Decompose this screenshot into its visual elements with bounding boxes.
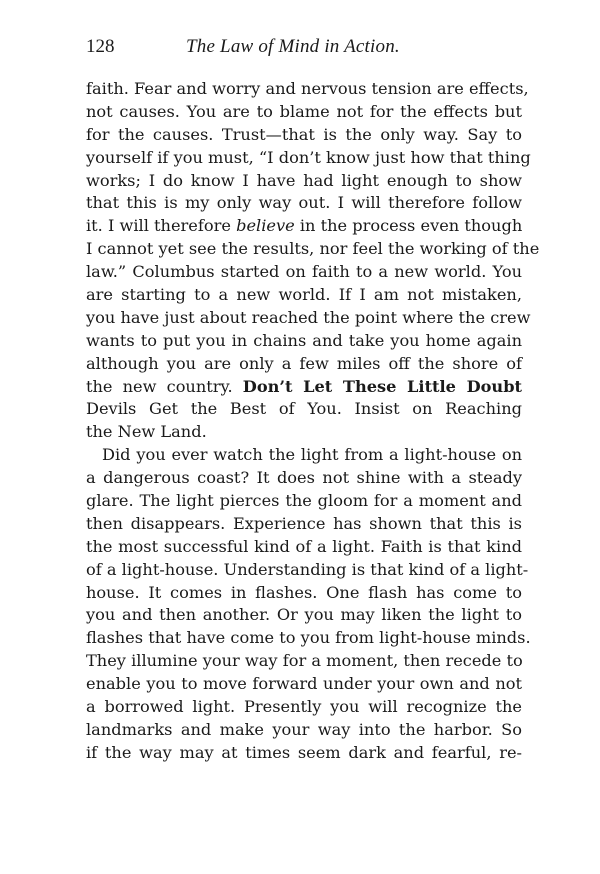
paragraph (86, 78, 540, 444)
text-line: of a light-house. Understanding is that kind of a light- (86, 559, 529, 579)
text-line: that this is my only way out. I will therefore follow (86, 193, 522, 213)
text-line: works; I do know I have had light enough to show (86, 170, 522, 190)
text-line: They illumine your way for a moment, then recede to (86, 651, 523, 671)
body-text (86, 78, 540, 765)
bold-phrase: Don’t Let These Little Doubt (242, 376, 522, 396)
bold-text-line: the New Land. (86, 422, 207, 442)
text-line: yourself if you must, “I don’t know just how that thing (86, 147, 531, 167)
text-line: are starting to a new world. If I am not mistaken, (86, 285, 522, 305)
text-run: it. I will therefore (86, 216, 237, 236)
text-line: you have just about reached the point where the crew (86, 307, 531, 327)
text-line: you and then another. Or you may liken the light to (86, 605, 522, 625)
text-line: if the way may at times seem dark and fearful, re- (86, 742, 522, 762)
text-line (86, 215, 522, 238)
text-line: I cannot yet see the results, nor feel the working of the (86, 239, 540, 259)
text-line: faith. Fear and worry and nervous tension are effects, (86, 79, 529, 98)
text-line: flashes that have come to you from light-house minds. (86, 628, 531, 648)
text-run: the new country. (86, 376, 243, 396)
text-line: glare. The light pierces the gloom for a moment and (86, 491, 522, 511)
text-line: landmarks and make your way into the harbor. So (86, 719, 522, 739)
bold-text-line: Devils Get the Best of You. Insist on Reaching (86, 399, 522, 419)
paragraph (86, 444, 531, 764)
text-line (86, 376, 522, 399)
text-line: not causes. You are to blame not for the effects but (86, 101, 522, 121)
text-line: a borrowed light. Presently you will recognize the (86, 697, 522, 717)
text-line: Did you ever watch the light from a light-house on (102, 445, 522, 465)
text-line: the most successful kind of a light. Faith is that kind (86, 536, 522, 556)
running-title: The Law of Mind in Action. (186, 36, 400, 57)
text-line: a dangerous coast? It does not shine with a steady (86, 468, 522, 488)
page-number: 128 (86, 36, 115, 57)
text-line: wants to put you in chains and take you home again (86, 330, 522, 350)
page-header (86, 36, 526, 62)
text-line: house. It comes in flashes. One flash has come to (86, 582, 522, 602)
text-line: enable you to move forward under your own and not (86, 674, 522, 694)
text-run: in the process even though (294, 216, 523, 236)
text-line: then disappears. Experience has shown that this is (86, 513, 522, 533)
text-line: law.” Columbus started on faith to a new world. You (86, 262, 522, 282)
text-line: although you are only a few miles off the shore of (86, 353, 522, 373)
text-line: for the causes. Trust—that is the only way. Say to (86, 124, 522, 144)
emphasized-word: believe (236, 216, 295, 236)
